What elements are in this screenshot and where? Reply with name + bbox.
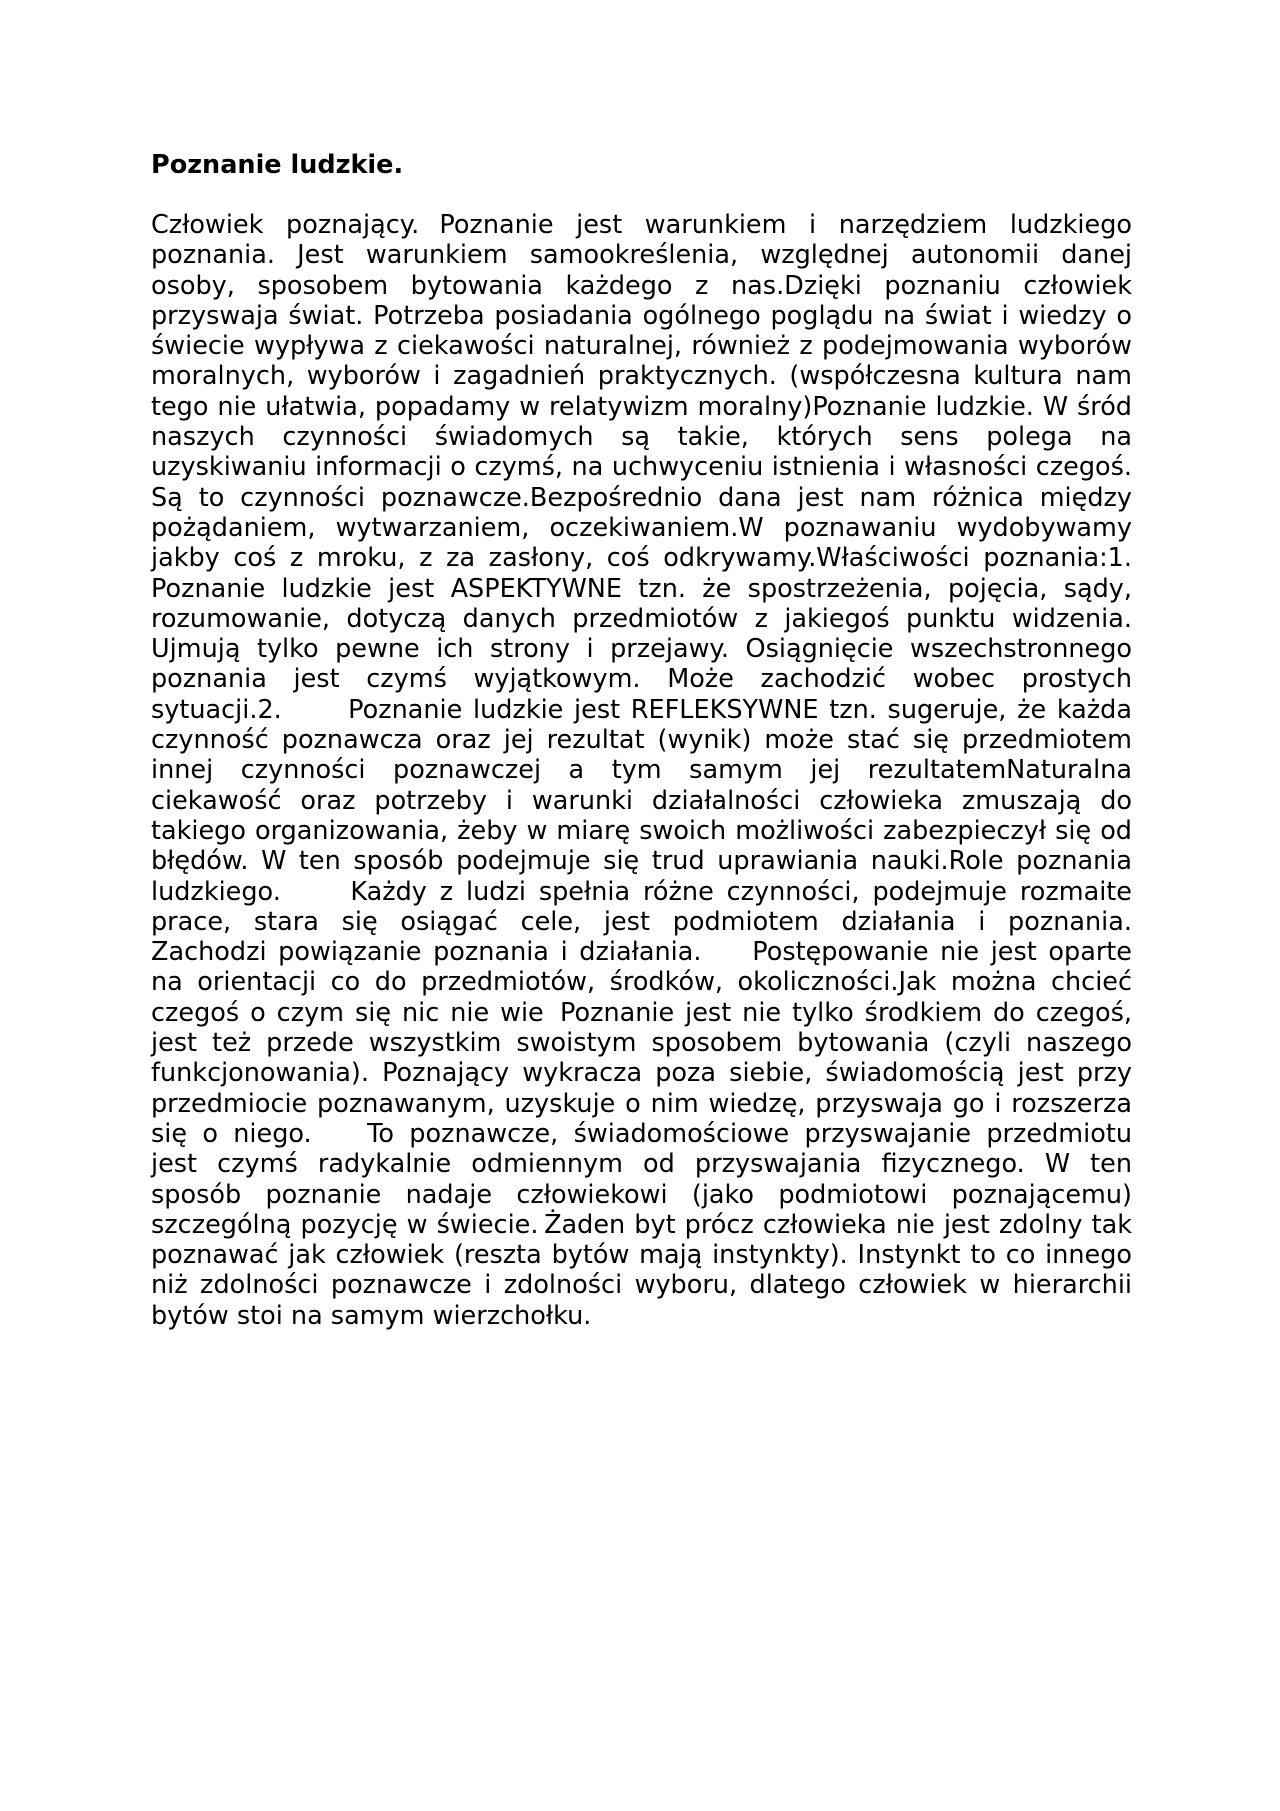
document-title: Poznanie ludzkie. bbox=[151, 150, 404, 180]
document-body: Człowiek poznający. Poznanie jest warunkiem i narzędziem ludzkiego poznania. Jest warunkiem samookreślenia, względnej autonomii danej osoby, sposobem bytowania każdego z nas.Dzięki poznaniu człowiek przyswaja świat. Potrzeba posiadania ogólnego poglądu na świat i wiedzy o świecie wypływa z ciekawości naturalnej, również z podejmowania wyborów moralnych, wyborów i zagadnień praktycznych. (współczesna kultura nam tego nie ułatwia, popadamy w relatywizm moralny)Poznanie ludzkie. W śród naszych czynności świadomych są takie, których sens polega na uzyskiwaniu informacji o czymś, na uchwyceniu istnienia i własności czegoś. Są to czynności poznawcze.Bezpośrednio dana jest nam różnica między pożądaniem, wytwarzaniem, oczekiwaniem.W poznawaniu wydobywamy jakby coś z mroku, z za zasłony, coś odkrywamy.Właściwości poznania:1. Poznanie ludzkie jest ASPEKTYWNE tzn. że spostrzeżenia, pojęcia, sądy, rozumowanie, dotyczą danych przedmiotów z jakiegoś punktu widzenia. Ujmują tylko pewne ich strony i przejawy. Osiągnięcie wszechstronnego poznania jest czymś wyjątkowym. Może zachodzić wobec prostych sytuacji.2. Poznanie ludzkie jest REFLEKSYWNE tzn. sugeruje, że każda czynność poznawcza oraz jej rezultat (wynik) może stać się przedmiotem innej czynności poznawczej a tym samym jej rezultatemNaturalna ciekawość oraz potrzeby i warunki działalności człowieka zmuszają do takiego organizowania, żeby w miarę swoich możliwości zabezpieczył się od błędów. W ten sposób podejmuje się trud uprawiania nauki.Role poznania ludzkiego. Każdy z ludzi spełnia różne czynności, podejmuje rozmaite prace, stara się osiągać cele, jest podmiotem działania i poznania. Zachodzi powiązanie poznania i działania. Postępowanie nie jest oparte na orientacji co do przedmiotów, środków, okoliczności.Jak można chcieć czegoś o czym się nic nie wie Poznanie jest nie tylko środkiem do czegoś, jest też przede wszystkim swoistym sposobem bytowania (czyli naszego funkcjonowania). Poznający wykracza poza siebie, świadomością jest przy przedmiocie poznawanym, uzyskuje o nim wiedzę, przyswaja go i rozszerza się o niego. To poznawcze, świadomościowe przyswajanie przedmiotu jest czymś radykalnie odmiennym od przyswajania fizycznego. W ten sposób poznanie nadaje człowiekowi (jako podmiotowi poznającemu) szczególną pozycję w świecie. Żaden byt prócz człowieka nie jest zdolny tak poznawać jak człowiek (reszta bytów mają instynkty). Instynkt to co innego niż zdolności poznawcze i zdolności wyboru, dlatego człowiek w hierarchii bytów stoi na samym wierzchołku. bbox=[151, 210, 1191, 1331]
document-content bbox=[151, 150, 1191, 1331]
